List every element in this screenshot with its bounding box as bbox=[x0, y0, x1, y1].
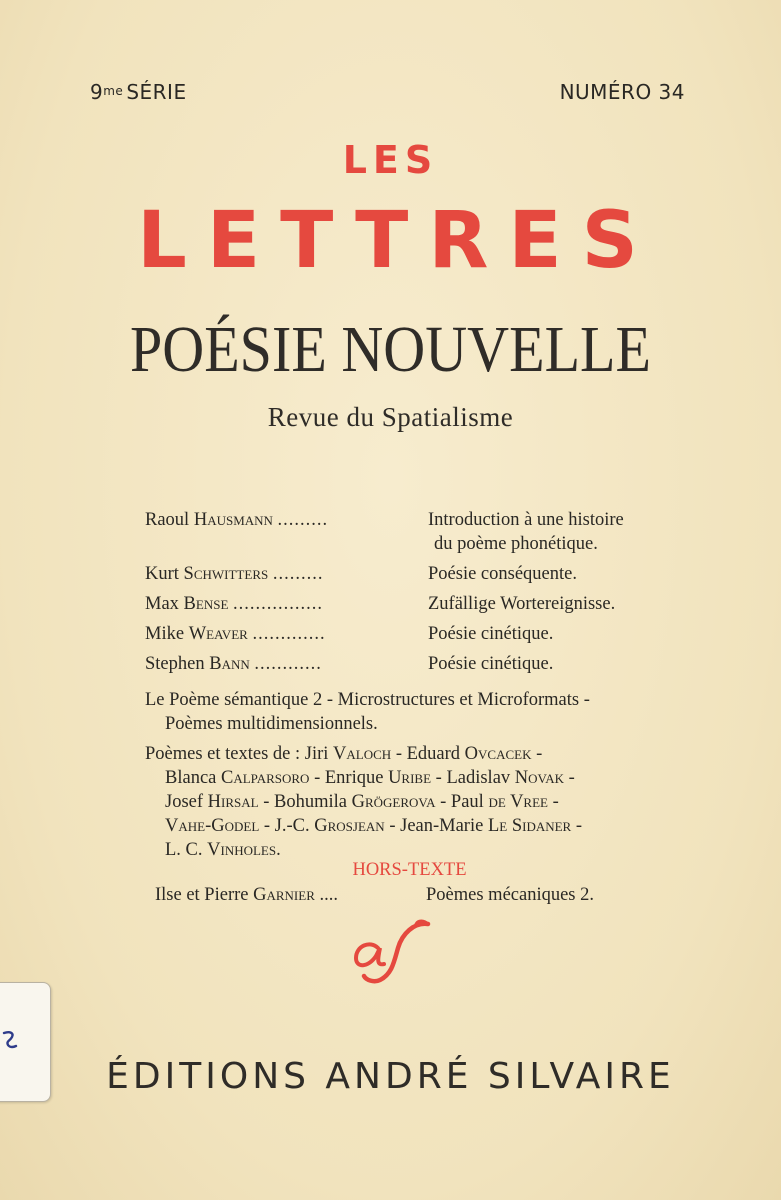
semantique-paragraph: Le Poème sémantique 2 - Microstructures et Microformats - Poèmes multidimensionnels. bbox=[145, 690, 590, 734]
publisher-name: ÉDITIONS ANDRÉ SILVAIRE bbox=[106, 1056, 675, 1097]
as-monogram-icon bbox=[340, 918, 440, 984]
toc-author: Stephen Bann ............ bbox=[145, 654, 322, 674]
toc-entry bbox=[145, 562, 685, 592]
toc-title: Introduction à une histoire du poème phonétique. bbox=[428, 510, 624, 554]
table-of-contents bbox=[145, 508, 685, 868]
toc-author: Raoul Hausmann ......... bbox=[145, 510, 329, 530]
serie-number: 9 bbox=[90, 80, 104, 104]
toc-entry bbox=[145, 622, 685, 652]
hors-texte-author: Ilse et Pierre Garnier .... bbox=[155, 885, 338, 905]
serie-superscript: me bbox=[103, 84, 124, 98]
toc-entry bbox=[145, 508, 685, 562]
hors-texte-label: HORS-TEXTE bbox=[352, 860, 467, 880]
masthead-les: LES bbox=[342, 138, 439, 182]
issue-number: NUMÉRO 34 bbox=[559, 80, 685, 104]
toc-title: Poésie cinétique. bbox=[428, 654, 554, 674]
masthead-lettres: LETTRES bbox=[137, 196, 658, 286]
library-sticker bbox=[0, 982, 51, 1102]
pen-mark-icon bbox=[2, 1029, 18, 1051]
header-row bbox=[90, 80, 685, 110]
poemes-paragraph: Poèmes et textes de : Jiri Valoch - Eduard Ovcacek - Blanca Calparsoro - Enrique Uribe - Ladislav Novak - Josef Hirsal - Bohumila Grögerova - Paul de Vree - Vahe-Godel - J.-C. Grosjean - Jean-Marie Le Sidaner - L. C. Vinholes. bbox=[145, 744, 583, 860]
issue-subtitle: Revue du Spatialisme bbox=[267, 402, 514, 432]
hors-texte-entry bbox=[155, 885, 594, 906]
serie-label bbox=[90, 80, 187, 104]
toc-author: Kurt Schwitters ......... bbox=[145, 564, 324, 584]
toc-title: Zufällige Wortereignisse. bbox=[428, 594, 616, 614]
toc-title: Poésie cinétique. bbox=[428, 624, 554, 644]
toc-author: Max Bense ................ bbox=[145, 594, 324, 614]
toc-entry bbox=[145, 652, 685, 682]
hors-texte-title: Poèmes mécaniques 2. bbox=[426, 885, 594, 905]
toc-title: Poésie conséquente. bbox=[428, 564, 577, 584]
issue-title: POÉSIE NOUVELLE bbox=[129, 313, 652, 386]
toc-entry bbox=[145, 592, 685, 622]
serie-word: SÉRIE bbox=[126, 80, 187, 104]
toc-author: Mike Weaver ............. bbox=[145, 624, 326, 644]
